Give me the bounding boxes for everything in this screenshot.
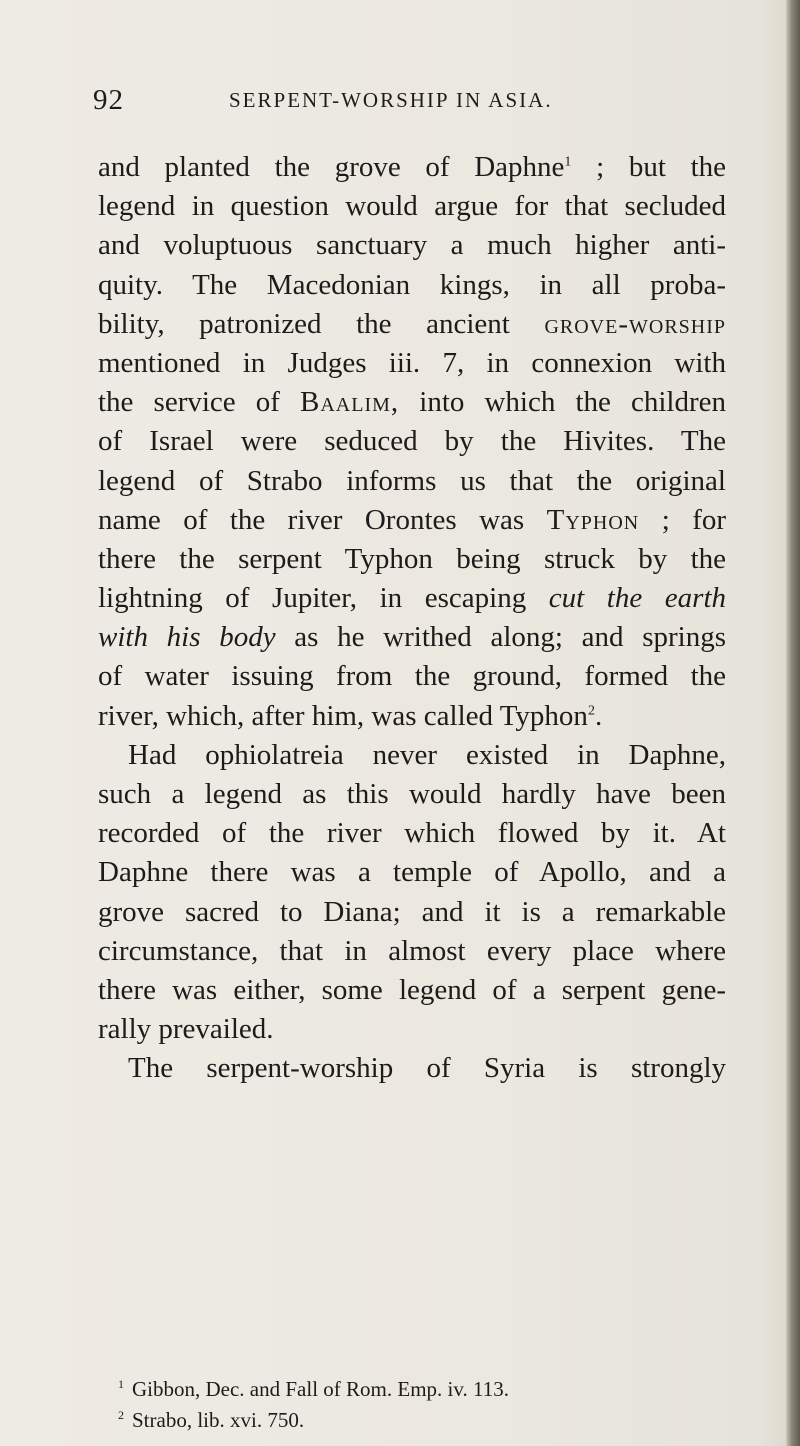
text-line: legend of Strabo informs us that the original	[98, 464, 726, 497]
text-line	[98, 579, 726, 618]
italic-phrase: with his body	[98, 621, 276, 654]
text-line: legend in question would argue for that secluded	[98, 190, 726, 223]
text-line: of Israel were seduced by the Hivites. The	[98, 425, 726, 458]
text-line: of water issuing from the ground, formed the	[98, 660, 726, 693]
footnote-ref: 1	[564, 154, 572, 170]
text-line: rally prevailed.	[98, 1013, 274, 1046]
text-span: bility, patronized the ancient	[98, 307, 510, 340]
text-span: lightning of Jupiter, in escaping	[98, 582, 527, 615]
text-line	[98, 501, 726, 540]
page-number: 92	[93, 84, 124, 116]
text-line: Daphne there was a temple of Apollo, and a	[98, 856, 726, 889]
text-span: and planted the grove of Daphne	[98, 151, 565, 183]
text-line	[98, 148, 726, 187]
small-caps-term: Typhon	[546, 503, 640, 536]
page-edge-shadow	[786, 0, 800, 1446]
footnote-text: Strabo, lib. xvi. 750.	[132, 1408, 305, 1432]
small-caps-term: grove-worship	[544, 307, 727, 340]
text-line: grove sacred to Diana; and it is a remarkable	[98, 895, 726, 928]
footnote-mark: 1	[118, 1377, 124, 1391]
small-caps-term: Baalim,	[300, 386, 400, 419]
footnote-text: Gibbon, Dec. and Fall of Rom. Emp. iv. 113.	[132, 1377, 509, 1401]
footnote	[98, 1405, 726, 1436]
text-span: name of the river Orontes was	[98, 503, 525, 536]
text-line: The serpent-worship of Syria is strongly	[128, 1052, 726, 1085]
text-line: quity. The Macedonian kings, in all proba-	[98, 268, 726, 301]
footnotes	[98, 1374, 726, 1436]
text-span: river, which, after him, was called Typhon	[98, 699, 588, 732]
text-span: as he writhed along; and springs	[294, 621, 726, 654]
footnote-mark: 2	[118, 1408, 124, 1422]
text-line: such a legend as this would hardly have been	[98, 778, 726, 810]
body-text	[98, 148, 726, 1089]
text-line: there the serpent Typhon being struck by the	[98, 542, 726, 575]
text-line: circumstance, that in almost every place where	[98, 934, 726, 967]
text-line: recorded of the river which flowed by it. At	[98, 817, 726, 850]
text-line	[98, 618, 726, 657]
text-span: ; but the	[596, 151, 727, 183]
footnote	[98, 1374, 726, 1405]
text-line: and voluptuous sanctuary a much higher anti-	[98, 229, 726, 262]
text-span: ; for	[661, 503, 727, 536]
text-line	[98, 305, 726, 344]
text-line: there was either, some legend of a serpent gene-	[98, 973, 726, 1006]
page-header	[93, 80, 633, 120]
text-line: Had ophiolatreia never existed in Daphne,	[128, 738, 726, 771]
text-line: mentioned in Judges iii. 7, in connexion with	[98, 346, 726, 379]
running-head: SERPENT-WORSHIP IN ASIA.	[229, 88, 553, 112]
italic-phrase: cut the earth	[548, 582, 727, 615]
text-span: the service of	[98, 386, 280, 419]
footnote-ref: 2	[587, 702, 595, 718]
text-span: into which the children	[419, 386, 727, 419]
text-line	[98, 697, 726, 736]
text-span: .	[594, 699, 603, 732]
text-line	[98, 383, 726, 422]
